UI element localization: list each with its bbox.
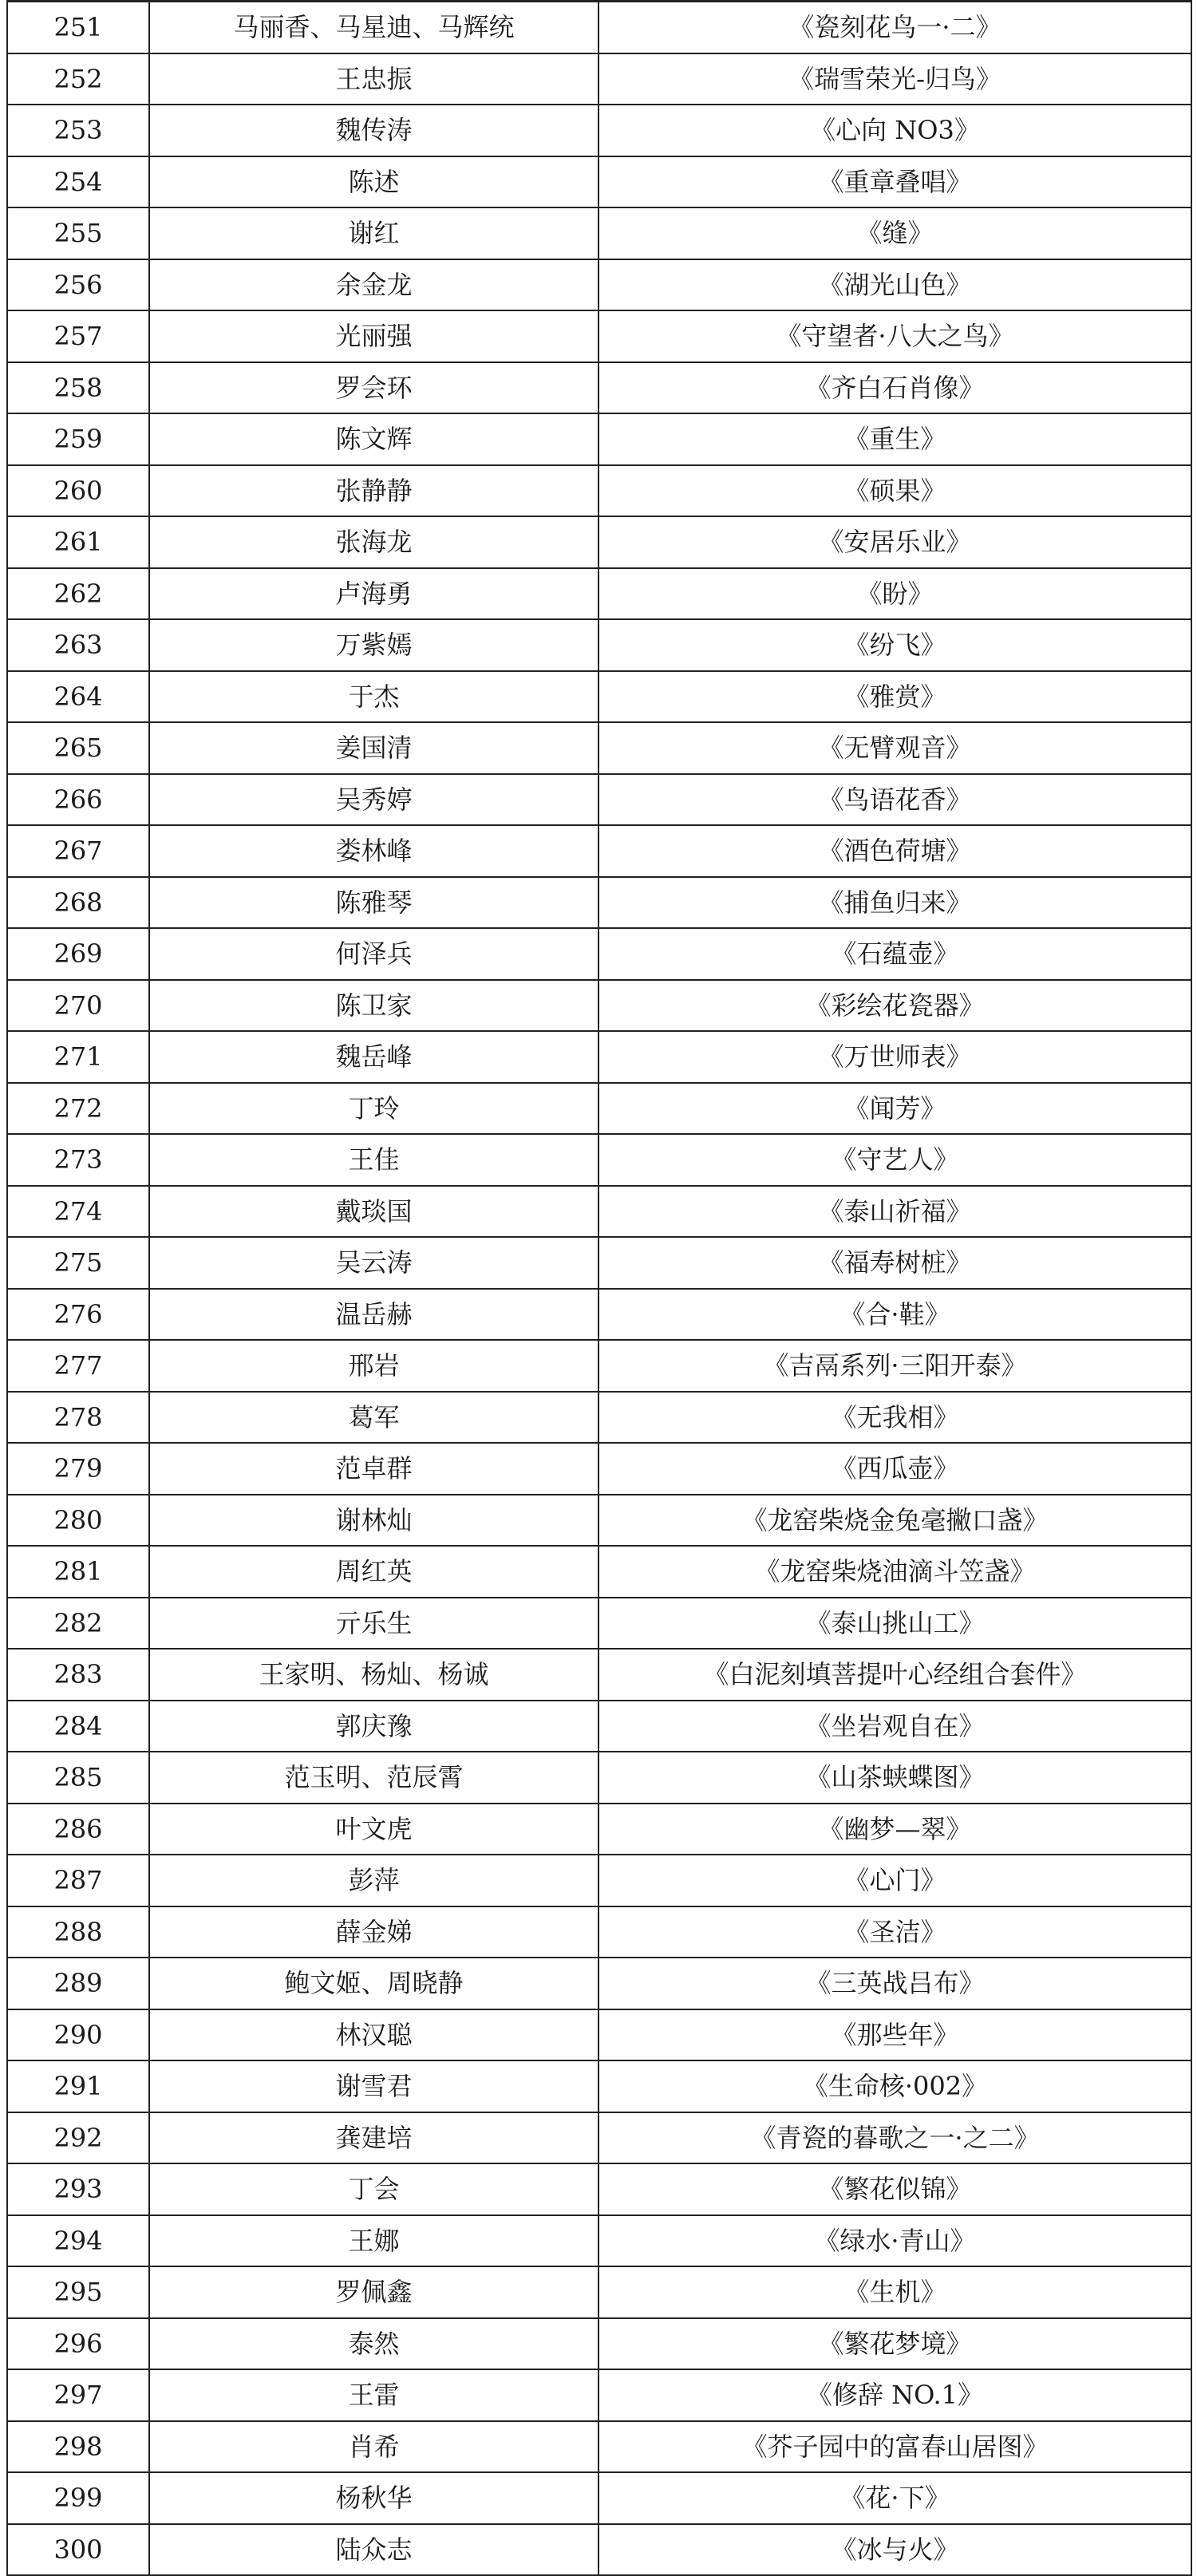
work-title-cell: 《瑞雪荣光-归鸟》 [598,53,1191,105]
table-row [7,980,1191,1032]
table-row [7,619,1191,671]
author-name-cell: 泰然 [149,2318,598,2370]
table-row [7,310,1191,362]
author-name-cell: 王忠振 [149,53,598,105]
author-name-cell: 吴秀婷 [149,774,598,826]
work-title-cell: 《合·鞋》 [598,1289,1191,1341]
author-name-cell: 张海龙 [149,516,598,568]
author-name-cell: 郭庆豫 [149,1701,598,1752]
row-number-cell: 290 [7,2009,149,2061]
work-title-cell: 《绿水·青山》 [598,2215,1191,2267]
author-name-cell: 杨秋华 [149,2472,598,2524]
row-number-cell: 294 [7,2215,149,2267]
work-title-cell: 《酒色荷塘》 [598,825,1191,877]
author-name-cell: 陆众志 [149,2524,598,2576]
table-row [7,568,1191,620]
row-number-cell: 281 [7,1546,149,1598]
work-title-cell: 《守望者·八大之鸟》 [598,310,1191,362]
row-number-cell: 282 [7,1598,149,1650]
work-title-cell: 《生命核·002》 [598,2060,1191,2112]
work-title-cell: 《芥子园中的富春山居图》 [598,2421,1191,2473]
author-name-cell: 谢林灿 [149,1495,598,1547]
author-name-cell: 龚建培 [149,2112,598,2164]
row-number-cell: 300 [7,2524,149,2576]
author-name-cell: 马丽香、马星迪、马辉统 [149,2,598,53]
author-name-cell: 王佳 [149,1134,598,1186]
author-name-cell: 卢海勇 [149,568,598,620]
row-number-cell: 254 [7,156,149,208]
table-row [7,1855,1191,1906]
work-title-cell: 《心门》 [598,1855,1191,1906]
table-row [7,1237,1191,1289]
table-row [7,1340,1191,1392]
row-number-cell: 265 [7,722,149,774]
work-title-cell: 《修辞 NO.1》 [598,2369,1191,2421]
table-row [7,1289,1191,1341]
row-number-cell: 255 [7,207,149,259]
work-title-cell: 《盼》 [598,568,1191,620]
work-title-cell: 《繁花梦境》 [598,2318,1191,2370]
row-number-cell: 272 [7,1083,149,1135]
table-row [7,2524,1191,2576]
table-row [7,722,1191,774]
table-row [7,207,1191,259]
row-number-cell: 268 [7,877,149,929]
work-title-cell: 《心向 NO3》 [598,105,1191,156]
table-row [7,2318,1191,2370]
work-title-cell: 《幽梦—翠》 [598,1804,1191,1855]
author-name-cell: 魏岳峰 [149,1031,598,1083]
work-title-cell: 《那些年》 [598,2009,1191,2061]
author-name-cell: 陈雅琴 [149,877,598,929]
table-row [7,516,1191,568]
row-number-cell: 287 [7,1855,149,1906]
work-title-cell: 《重章叠唱》 [598,156,1191,208]
row-number-cell: 267 [7,825,149,877]
work-title-cell: 《龙窑柴烧金兔毫撇口盏》 [598,1495,1191,1547]
work-title-cell: 《缝》 [598,207,1191,259]
work-title-cell: 《西瓜壶》 [598,1443,1191,1495]
row-number-cell: 261 [7,516,149,568]
author-name-cell: 温岳赫 [149,1289,598,1341]
table-row [7,825,1191,877]
row-number-cell: 274 [7,1186,149,1238]
table-row [7,1392,1191,1444]
row-number-cell: 256 [7,259,149,311]
author-name-cell: 姜国清 [149,722,598,774]
table-row [7,1958,1191,2009]
table-row [7,2472,1191,2524]
author-name-cell: 于杰 [149,671,598,723]
author-name-cell: 谢红 [149,207,598,259]
table-row [7,1083,1191,1135]
row-number-cell: 292 [7,2112,149,2164]
author-name-cell: 王雷 [149,2369,598,2421]
author-name-cell: 陈卫家 [149,980,598,1032]
author-name-cell: 陈文辉 [149,413,598,465]
table-row [7,774,1191,826]
author-name-cell: 万紫嫣 [149,619,598,671]
work-title-cell: 《齐白石肖像》 [598,362,1191,414]
row-number-cell: 280 [7,1495,149,1547]
table-body [7,2,1191,2576]
author-name-cell: 吴云涛 [149,1237,598,1289]
table-row [7,1649,1191,1701]
work-title-cell: 《闻芳》 [598,1083,1191,1135]
table-row [7,1031,1191,1083]
author-name-cell: 戴琰国 [149,1186,598,1238]
work-title-cell: 《鸟语花香》 [598,774,1191,826]
row-number-cell: 266 [7,774,149,826]
work-title-cell: 《湖光山色》 [598,259,1191,311]
row-number-cell: 258 [7,362,149,414]
row-number-cell: 278 [7,1392,149,1444]
row-number-cell: 293 [7,2163,149,2215]
row-number-cell: 299 [7,2472,149,2524]
work-title-cell: 《彩绘花瓷器》 [598,980,1191,1032]
author-name-cell: 林汉聪 [149,2009,598,2061]
table-row [7,1752,1191,1804]
work-title-cell: 《山茶蛱蝶图》 [598,1752,1191,1804]
table-row [7,2163,1191,2215]
table-row [7,259,1191,311]
row-number-cell: 273 [7,1134,149,1186]
work-title-cell: 《龙窑柴烧油滴斗笠盏》 [598,1546,1191,1598]
work-title-cell: 《白泥刻填菩提叶心经组合套件》 [598,1649,1191,1701]
row-number-cell: 284 [7,1701,149,1752]
work-title-cell: 《繁花似锦》 [598,2163,1191,2215]
table-row [7,671,1191,723]
author-name-cell: 鲍文姬、周晓静 [149,1958,598,2009]
author-name-cell: 魏传涛 [149,105,598,156]
author-name-cell: 罗佩鑫 [149,2266,598,2318]
row-number-cell: 295 [7,2266,149,2318]
work-title-cell: 《瓷刻花鸟一·二》 [598,2,1191,53]
table-row [7,362,1191,414]
row-number-cell: 271 [7,1031,149,1083]
work-title-cell: 《花·下》 [598,2472,1191,2524]
row-number-cell: 296 [7,2318,149,2370]
table-row [7,1495,1191,1547]
row-number-cell: 263 [7,619,149,671]
row-number-cell: 279 [7,1443,149,1495]
author-name-cell: 丁玲 [149,1083,598,1135]
author-name-cell: 余金龙 [149,259,598,311]
row-number-cell: 288 [7,1906,149,1958]
row-number-cell: 297 [7,2369,149,2421]
author-name-cell: 光丽强 [149,310,598,362]
table-row [7,1906,1191,1958]
row-number-cell: 260 [7,465,149,517]
row-number-cell: 277 [7,1340,149,1392]
table-row [7,105,1191,156]
row-number-cell: 286 [7,1804,149,1855]
work-title-cell: 《无我相》 [598,1392,1191,1444]
work-title-cell: 《万世师表》 [598,1031,1191,1083]
row-number-cell: 252 [7,53,149,105]
author-name-cell: 张静静 [149,465,598,517]
table-row [7,1701,1191,1752]
work-title-cell: 《捕鱼归来》 [598,877,1191,929]
author-name-cell: 薛金娣 [149,1906,598,1958]
table-row [7,1546,1191,1598]
work-title-cell: 《硕果》 [598,465,1191,517]
table-row [7,2369,1191,2421]
work-title-cell: 《冰与火》 [598,2524,1191,2576]
work-title-cell: 《生机》 [598,2266,1191,2318]
work-title-cell: 《泰山挑山工》 [598,1598,1191,1650]
row-number-cell: 291 [7,2060,149,2112]
table-row [7,2421,1191,2473]
work-title-cell: 《重生》 [598,413,1191,465]
work-title-cell: 《石蕴壶》 [598,928,1191,980]
table-row [7,877,1191,929]
author-name-cell: 邢岩 [149,1340,598,1392]
work-title-cell: 《坐岩观自在》 [598,1701,1191,1752]
author-name-cell: 葛军 [149,1392,598,1444]
table-row [7,2266,1191,2318]
author-name-cell: 王娜 [149,2215,598,2267]
author-name-cell: 叶文虎 [149,1804,598,1855]
work-title-cell: 《吉鬲系列·三阳开泰》 [598,1340,1191,1392]
author-name-cell: 谢雪君 [149,2060,598,2112]
table-row [7,928,1191,980]
work-title-cell: 《福寿树桩》 [598,1237,1191,1289]
author-name-cell: 肖希 [149,2421,598,2473]
table-row [7,413,1191,465]
row-number-cell: 275 [7,1237,149,1289]
row-number-cell: 298 [7,2421,149,2473]
table-row [7,53,1191,105]
row-number-cell: 251 [7,2,149,53]
work-title-cell: 《守艺人》 [598,1134,1191,1186]
table-row [7,2009,1191,2061]
author-name-cell: 范卓群 [149,1443,598,1495]
table-row [7,1804,1191,1855]
table-row [7,465,1191,517]
table-row [7,156,1191,208]
award-list-table [6,0,1192,2576]
row-number-cell: 283 [7,1649,149,1701]
row-number-cell: 259 [7,413,149,465]
author-name-cell: 范玉明、范辰霄 [149,1752,598,1804]
work-title-cell: 《雅赏》 [598,671,1191,723]
author-name-cell: 亓乐生 [149,1598,598,1650]
author-name-cell: 何泽兵 [149,928,598,980]
row-number-cell: 270 [7,980,149,1032]
row-number-cell: 257 [7,310,149,362]
author-name-cell: 罗会环 [149,362,598,414]
table-row [7,1134,1191,1186]
row-number-cell: 264 [7,671,149,723]
author-name-cell: 陈述 [149,156,598,208]
work-title-cell: 《无臂观音》 [598,722,1191,774]
table-row [7,2060,1191,2112]
table-row [7,2,1191,53]
author-name-cell: 丁会 [149,2163,598,2215]
work-title-cell: 《圣洁》 [598,1906,1191,1958]
table-row [7,1186,1191,1238]
work-title-cell: 《安居乐业》 [598,516,1191,568]
table-row [7,2215,1191,2267]
row-number-cell: 276 [7,1289,149,1341]
author-name-cell: 王家明、杨灿、杨诚 [149,1649,598,1701]
row-number-cell: 289 [7,1958,149,2009]
author-name-cell: 彭萍 [149,1855,598,1906]
work-title-cell: 《纷飞》 [598,619,1191,671]
work-title-cell: 《青瓷的暮歌之一·之二》 [598,2112,1191,2164]
table-row [7,2112,1191,2164]
row-number-cell: 253 [7,105,149,156]
author-name-cell: 周红英 [149,1546,598,1598]
author-name-cell: 娄林峰 [149,825,598,877]
row-number-cell: 262 [7,568,149,620]
work-title-cell: 《泰山祈福》 [598,1186,1191,1238]
row-number-cell: 269 [7,928,149,980]
work-title-cell: 《三英战吕布》 [598,1958,1191,2009]
row-number-cell: 285 [7,1752,149,1804]
table-row [7,1443,1191,1495]
table-row [7,1598,1191,1650]
